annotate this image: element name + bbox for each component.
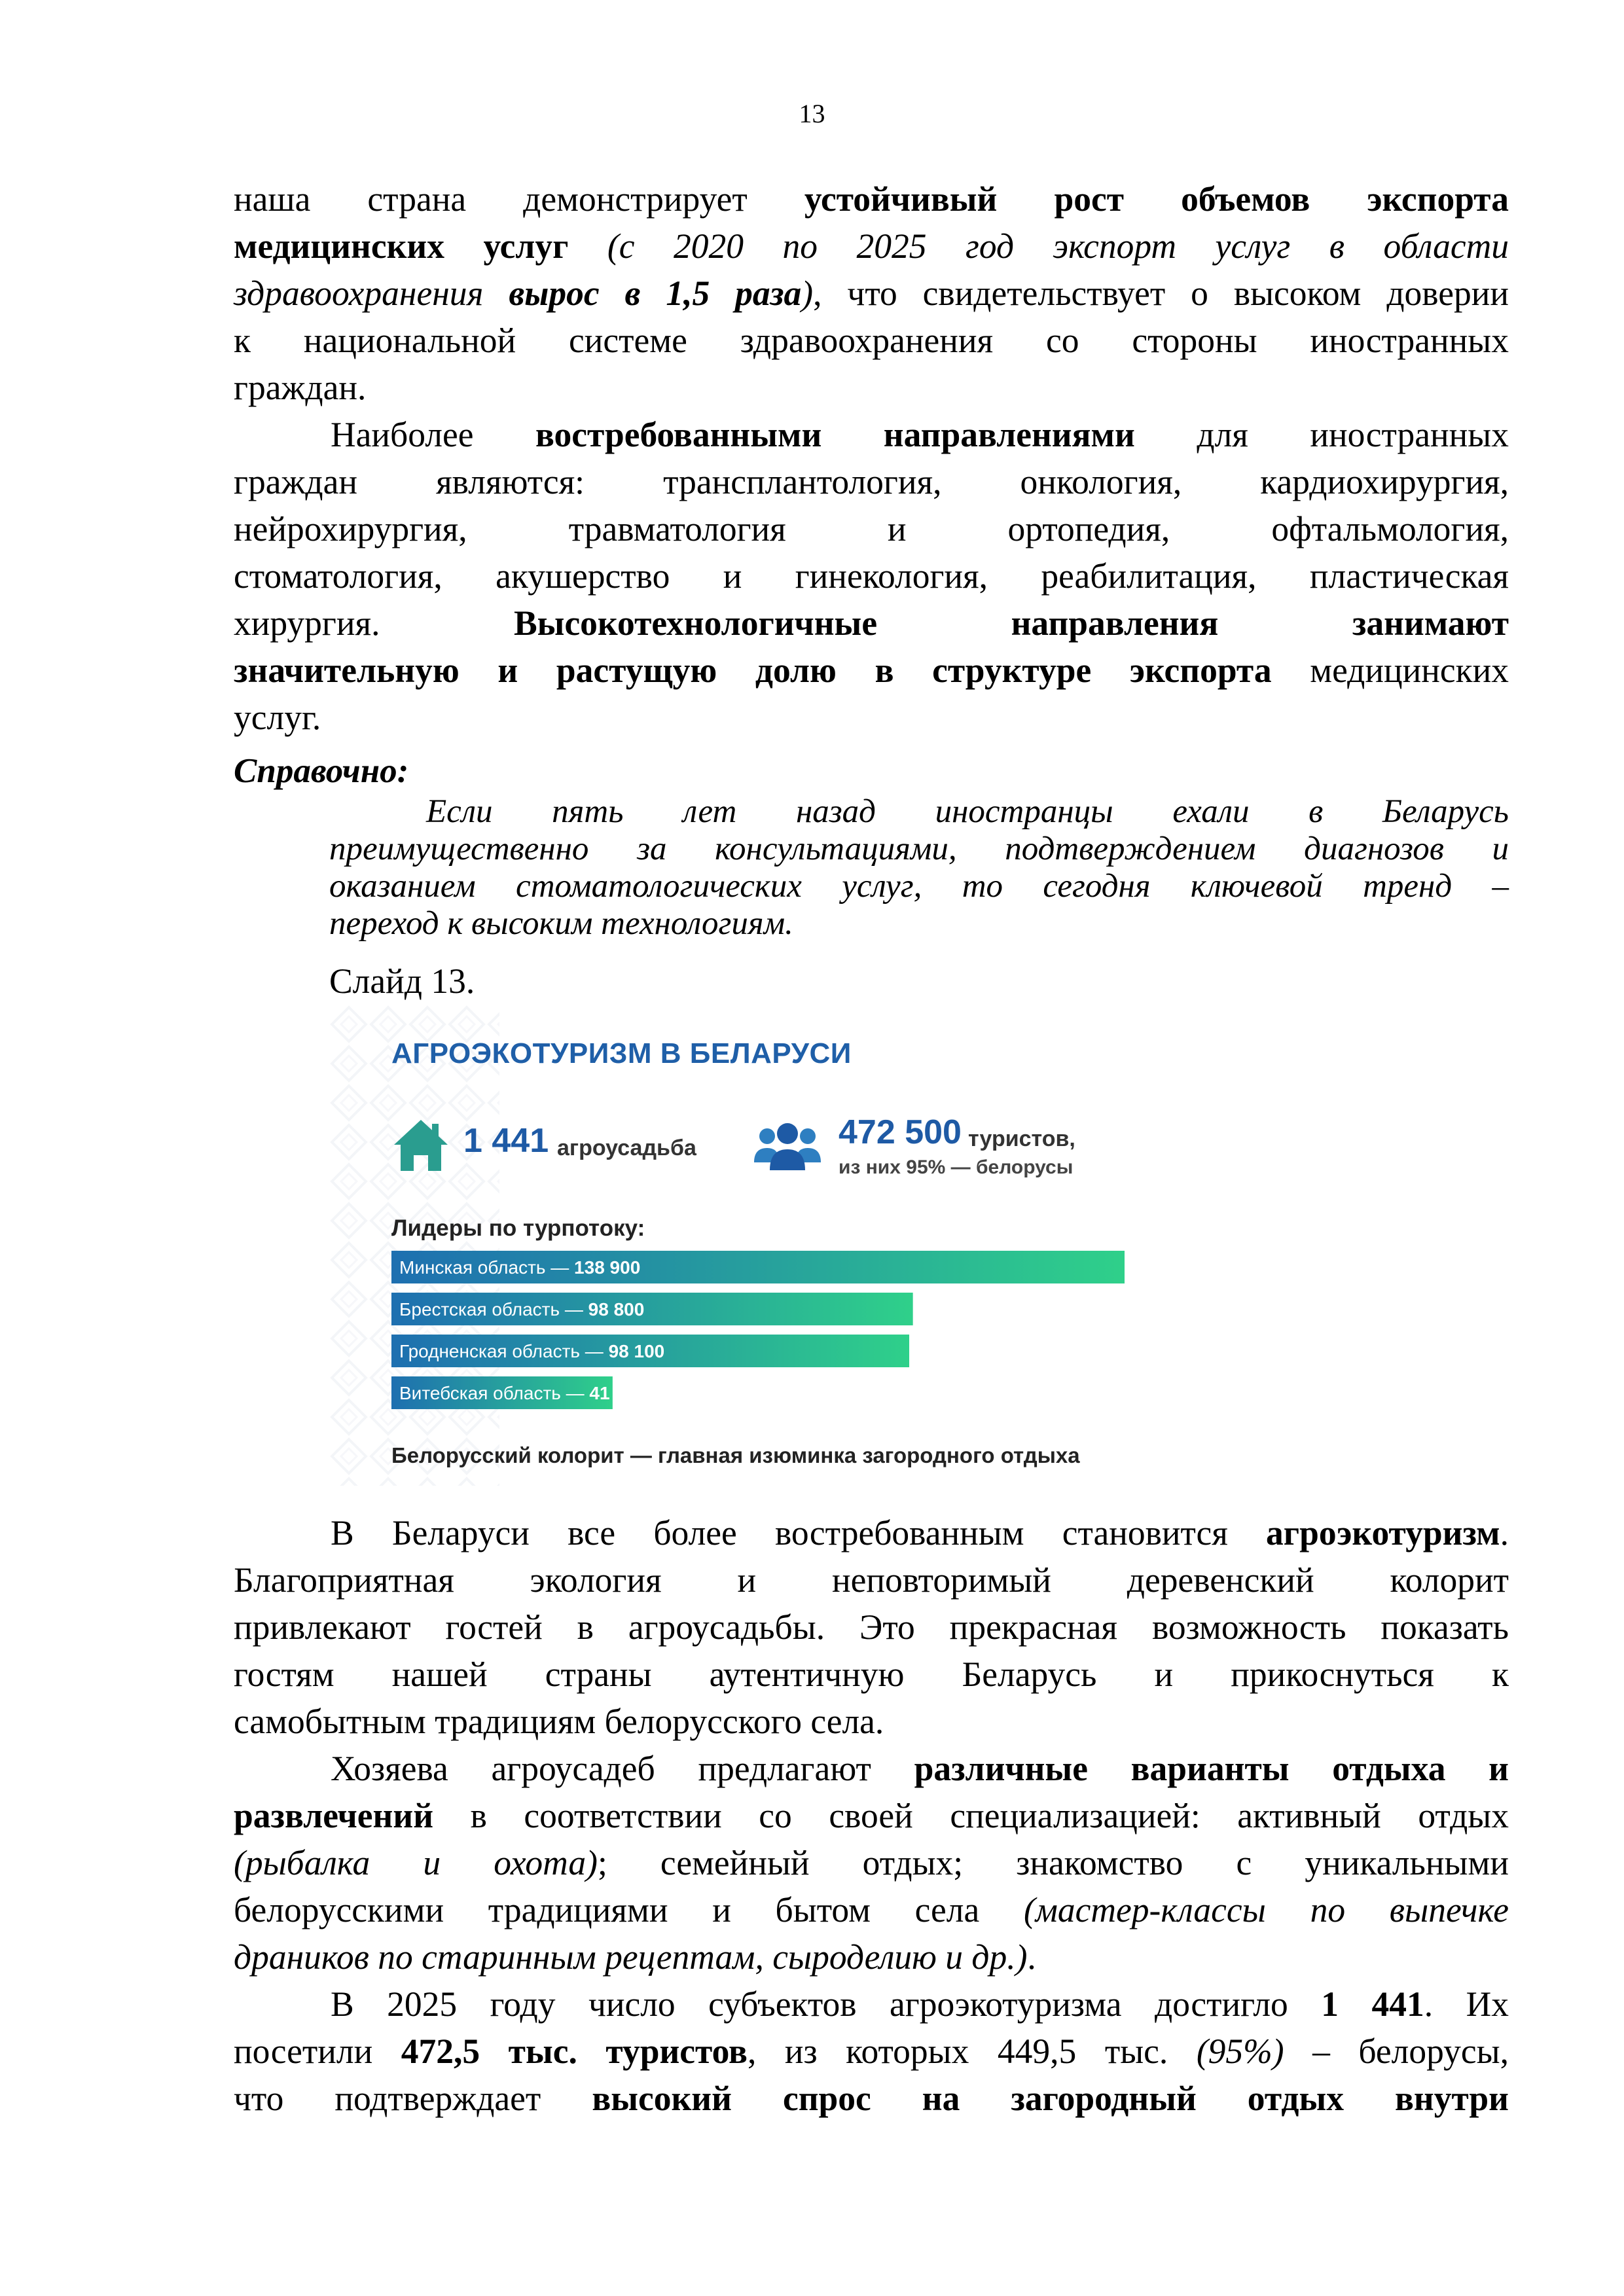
tourists-count: 472 500 bbox=[839, 1113, 962, 1151]
bar-category: Минская область — bbox=[399, 1257, 575, 1278]
text-line: здравоохранения вырос в 1,5 раза), что свидетельствует о высоком доверии bbox=[234, 274, 1509, 313]
bar-category: Брестская область — bbox=[399, 1299, 588, 1319]
text-line: что подтверждает высокий спрос на загородный отдых внутри bbox=[234, 2079, 1509, 2118]
text-line: наша страна демонстрирует устойчивый рост объемов экспорта bbox=[234, 179, 1509, 219]
text-line: граждан. bbox=[234, 368, 367, 407]
paragraph-2025-stats bbox=[234, 1981, 1509, 2122]
text-line: белорусскими традициями и бытом села (мастер-классы по выпечке bbox=[234, 1890, 1509, 1929]
text-line: В Беларуси все более востребованным становится агроэкотуризм. bbox=[331, 1513, 1509, 1552]
bar-category: Гродненская область — bbox=[399, 1341, 609, 1361]
text-line: граждан являются: трансплантология, онкология, кардиохирургия, bbox=[234, 462, 1509, 501]
text-line: посетили 472,5 тыс. туристов, из которых 449,5 тыс. (95%) – белорусы, bbox=[234, 2032, 1509, 2071]
bar-value: 41 900 bbox=[589, 1383, 646, 1403]
text-line: гостям нашей страны аутентичную Беларусь и прикоснуться к bbox=[234, 1655, 1509, 1694]
text-line: Благоприятная экология и неповторимый деревенский колорит bbox=[234, 1560, 1509, 1600]
paragraph-medical-export bbox=[234, 175, 1509, 411]
bar-category: Витебская область — bbox=[399, 1383, 590, 1403]
leaders-title: Лидеры по турпотоку: bbox=[391, 1215, 645, 1241]
text-line: привлекают гостей в агроусадьбы. Это прекрасная возможность показать bbox=[234, 1607, 1509, 1647]
slide-footer: Белорусский колорит — главная изюминка загородного отдыха bbox=[391, 1443, 1080, 1467]
text-line: Если пять лет назад иностранцы ехали в Беларусь bbox=[426, 793, 1509, 830]
text-line: медицинских услуг (с 2020 по 2025 год экспорт услуг в области bbox=[234, 226, 1509, 266]
text-line: Наиболее востребованными направлениями для иностранных bbox=[331, 415, 1509, 454]
tourists-label: туристов, bbox=[968, 1126, 1075, 1151]
paragraph-popular-directions bbox=[234, 411, 1509, 741]
page-number: 13 bbox=[799, 99, 825, 128]
slide-agroecotourism bbox=[329, 1005, 1155, 1486]
text-line: драников по старинным рецептам, сыроделию и др.). bbox=[234, 1937, 1036, 1977]
reference-text bbox=[329, 793, 1509, 942]
text-line: Хозяева агроусадеб предлагают различные варианты отдыха и bbox=[331, 1749, 1509, 1788]
reference-label: Справочно: bbox=[234, 752, 409, 790]
text-line: услуг. bbox=[234, 698, 321, 737]
text-line: развлечений в соответствии со своей специализацией: активный отдых bbox=[234, 1796, 1509, 1835]
text-line: переход к высоким технологиям. bbox=[329, 905, 793, 942]
tourists-subtext: из них 95% — белорусы bbox=[839, 1157, 1074, 1178]
homesteads-label: агроусадьба bbox=[557, 1136, 696, 1160]
text-line: преимущественно за консультациями, подтверждением диагнозов и bbox=[329, 831, 1509, 867]
bar-label-3 bbox=[399, 1341, 664, 1362]
text-line: самобытным традициям белорусского села. bbox=[234, 1702, 884, 1741]
bar-value: 98 800 bbox=[588, 1299, 645, 1319]
text-line: (рыбалка и охота); семейный отдых; знакомство с уникальными bbox=[234, 1843, 1509, 1882]
text-line: стоматология, акушерство и гинекология, реабилитация, пластическая bbox=[234, 556, 1509, 596]
paragraph-agroecotourism bbox=[234, 1509, 1509, 1745]
bar-label-1 bbox=[399, 1257, 640, 1278]
text-line: нейрохирургия, травматология и ортопедия, офтальмология, bbox=[234, 509, 1509, 548]
homesteads-count: 1 441 bbox=[463, 1122, 549, 1160]
bar-value: 98 100 bbox=[608, 1341, 665, 1361]
bar-value: 138 900 bbox=[574, 1257, 641, 1278]
text-line: оказанием стоматологических услуг, то сегодня ключевой тренд – bbox=[329, 868, 1509, 905]
slide-caption: Слайд 13. bbox=[329, 961, 475, 1001]
bar-label-2 bbox=[399, 1299, 644, 1320]
text-line: к национальной системе здравоохранения со стороны иностранных bbox=[234, 321, 1509, 360]
text-line: хирургия. Высокотехнологичные направления занимают bbox=[234, 603, 1509, 643]
tourist-flow-bar-chart bbox=[329, 1005, 1155, 1486]
paragraph-leisure-options bbox=[234, 1745, 1509, 1981]
text-line: значительную и растущую долю в структуре экспорта медицинских bbox=[234, 651, 1509, 690]
bar-label-4 bbox=[399, 1383, 645, 1404]
text-line: В 2025 году число субъектов агроэкотуризма достигло 1 441. Их bbox=[331, 1984, 1509, 2024]
slide-title: АГРОЭКОТУРИЗМ В БЕЛАРУСИ bbox=[391, 1037, 852, 1069]
